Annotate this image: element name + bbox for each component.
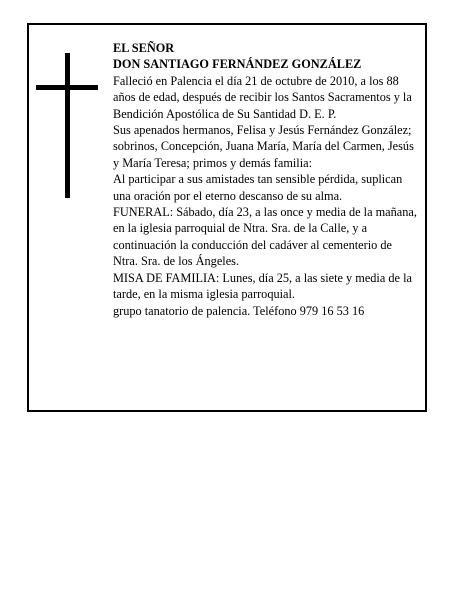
cross-vertical-bar [65, 53, 70, 198]
latin-cross-icon [36, 53, 98, 198]
prayer-request-paragraph: Al participar a sus amistades tan sensible pérdida, suplican una oración por el eterno descanso de su alma. [113, 172, 403, 203]
death-announcement-paragraph: Falleció en Palencia el día 21 de octubre de 2010, a los 88 años de edad, después de recibir los Santos Sacramentos y la Bendición Apostólica de Su Santidad D. E. P. [113, 73, 412, 121]
cross-horizontal-bar [36, 85, 98, 90]
family-paragraph: Sus apenados hermanos, Felisa y Jesús Fernández González; sobrinos, Concepción, Juana María, María del Carmen, Jesús y María Teresa; primos y demás familia: [113, 123, 414, 170]
notice-title-line-1: EL SEÑOR [113, 41, 175, 55]
family-mass-paragraph: MISA DE FAMILIA: Lunes, día 25, a las siete y media de la tarde, en la misma iglesia parroquial. [113, 270, 412, 302]
obituary-text-block [113, 40, 419, 319]
funeral-details-paragraph: FUNERAL: Sábado, día 23, a las once y media de la mañana, en la iglesia parroquial de Ntra. Sra. de la Calle, y a continuación la conducción del cadáver al cementerio de Ntra. Sra. de los Ángeles. [113, 205, 417, 269]
notice-title-line-2: DON SANTIAGO FERNÁNDEZ GONZÁLEZ [113, 57, 362, 72]
funeral-home-contact: grupo tanatorio de palencia. Teléfono 979 16 53 16 [113, 303, 365, 318]
